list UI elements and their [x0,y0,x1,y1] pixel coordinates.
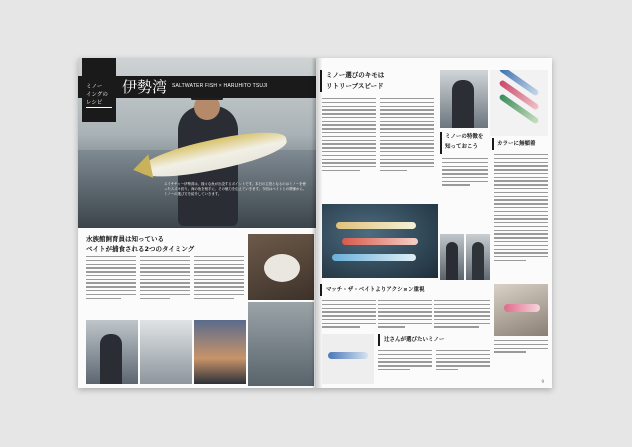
section3-title-line1: ミノーの特徴を [445,134,484,140]
section-label-line-1: ミノー [86,84,103,90]
lures-photo-top [490,70,548,136]
caption-lines [494,340,548,355]
shore-photo-bottom [140,320,192,384]
section6-title-bar [378,334,492,346]
lure-photo-bottom [322,334,374,384]
section4-title: カラーに無頓着 [497,141,536,147]
section-label-line-3: レシピ [86,100,103,106]
lead-text: スイチチャー伊勢湾は、様々な魚が出没するポイントです。本日の主役となるのはミノーを使ったスズキ釣り。海の魚を相手に、その魅力を伝えていきます。今回はベイトとの関係から、ミノーの選び方を紹介していきます。 [164,182,307,196]
section3-body [442,158,488,188]
section4-body [494,154,548,264]
water-photo [248,302,314,386]
section4-title-bar [492,138,550,150]
section1-title-line1: 水族館飼育員は知っている [86,235,164,243]
left-page-number: 8 [86,379,89,384]
section2-title-bar [320,70,438,92]
left-page [78,58,316,388]
hand-lure-photo [494,284,548,336]
page-subtitle: SALTWATER FISH × HARUHITO TSUJI [172,83,268,89]
right-page [316,58,552,388]
fish-photo [248,234,314,300]
body-text-col-2 [140,256,190,301]
section3-title-bar [440,132,492,154]
section2-title-line2: リトリーブスピード [326,82,384,90]
section2-title-line1: ミノー選びのキモは [326,71,385,79]
angler-photo-right [440,70,488,128]
body-text-col-3 [194,256,244,301]
section3-title-line2: 知っておこう [445,144,479,150]
section5-title: マッチ・ザ・ベイトよりアクション重視 [326,287,425,293]
angler-photo-pair-2 [466,234,490,280]
section-label-block [82,58,116,122]
section5-body-col-2 [378,300,432,330]
angler-photo-pair-1 [440,234,464,280]
page-title: 伊勢湾 [122,78,168,96]
section6-body-col-1 [378,350,432,373]
section1-title-line2: ベイトが捕食される2つのタイミング [86,245,195,253]
section5-body-col-1 [322,300,376,330]
section6-title: 辻さんが選びたいミノー [384,337,445,343]
lures-water-photo [322,204,438,278]
section6-body-col-2 [436,350,490,373]
right-page-number: 9 [541,379,544,384]
angler-photo-bottom [86,320,138,384]
section5-body-col-3 [434,300,490,330]
section2-body-col-2 [380,98,434,174]
sunset-photo-bottom [194,320,246,384]
section2-body-col-1 [322,98,376,174]
section5-title-bar [320,284,492,296]
section-label-line-2: イングの [86,92,108,98]
book-gutter [312,58,322,388]
body-text-col-1 [86,256,136,301]
